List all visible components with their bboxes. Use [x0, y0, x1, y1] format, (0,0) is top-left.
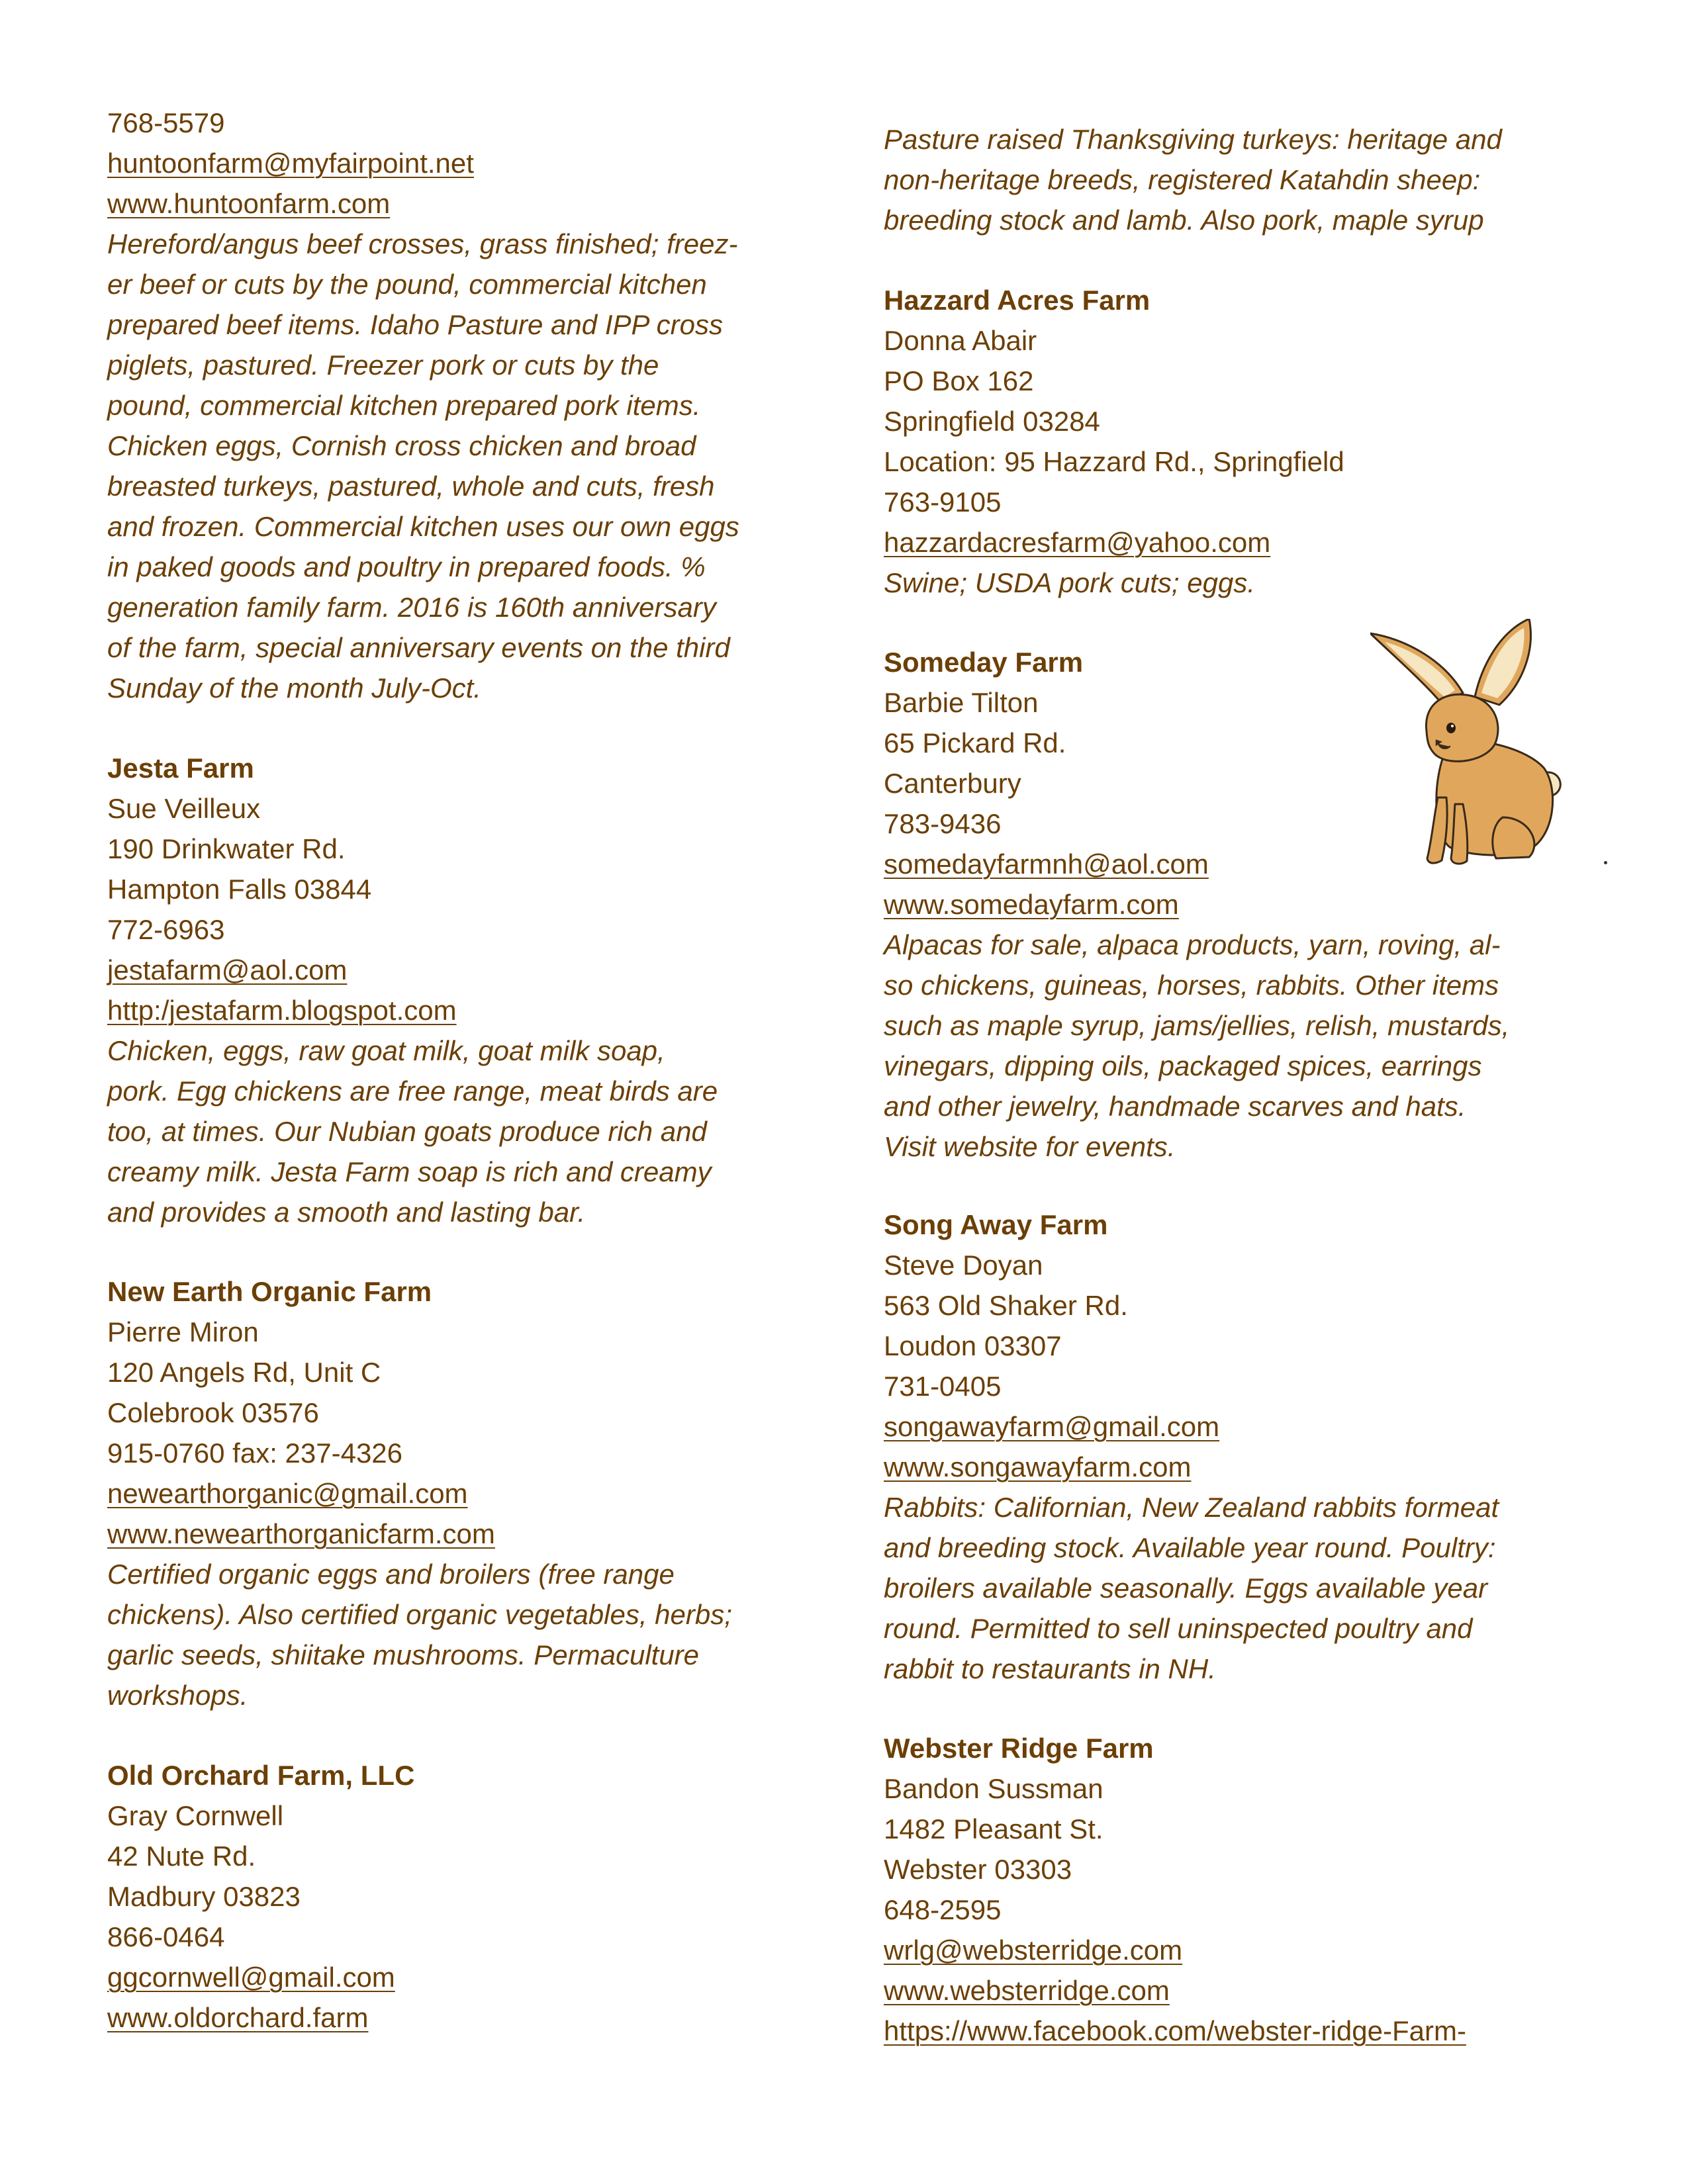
old-orchard-address: 42 Nute Rd.	[107, 1841, 256, 1872]
new-earth-email-link[interactable]: newearthorganic@gmail.com	[107, 1478, 468, 1509]
jesta-website-link[interactable]: http:/jestafarm.blogspot.com	[107, 995, 457, 1026]
old-orchard-town: Madbury 03823	[107, 1881, 301, 1912]
jesta-email-link[interactable]: jestafarm@aol.com	[107, 954, 348, 985]
hazzard-town: Springfield 03284	[884, 406, 1100, 437]
rabbit-front-leg-left	[1427, 797, 1447, 863]
hazzard-farm-name: Hazzard Acres Farm	[884, 285, 1150, 316]
webster-ridge-address: 1482 Pleasant St.	[884, 1813, 1103, 1844]
stray-dot	[1604, 861, 1607, 864]
previous-description-line: Pasture raised Thanksgiving turkeys: heritage and	[884, 124, 1502, 155]
hazzard-description-line: Swine; USDA pork cuts; eggs.	[884, 567, 1256, 598]
webster-ridge-town: Webster 03303	[884, 1854, 1072, 1885]
webster-ridge-contact: Bandon Sussman	[884, 1773, 1103, 1804]
hazzard-phone: 763-9105	[884, 486, 1002, 518]
old-orchard-website-link[interactable]: www.oldorchard.farm	[107, 2002, 369, 2033]
huntoon-description-line: Sunday of the month July-Oct.	[107, 672, 481, 704]
webster-ridge-website-link[interactable]: www.websterridge.com	[884, 1975, 1170, 2006]
someday-description-line: Alpacas for sale, alpaca products, yarn, roving, al-	[884, 929, 1501, 960]
huntoon-description-line: Hereford/angus beef crosses, grass finished; freez-	[107, 228, 738, 259]
rabbit-head	[1426, 694, 1498, 761]
huntoon-description-line: and frozen. Commercial kitchen uses our own eggs	[107, 511, 739, 542]
someday-address: 65 Pickard Rd.	[884, 727, 1066, 758]
jesta-description-line: too, at times. Our Nubian goats produce rich and	[107, 1116, 707, 1147]
jesta-contact: Sue Veilleux	[107, 793, 261, 824]
someday-farm-name: Someday Farm	[884, 647, 1084, 678]
jesta-description-line: Chicken, eggs, raw goat milk, goat milk soap,	[107, 1035, 665, 1066]
huntoon-description-line: prepared beef items. Idaho Pasture and IPP cross	[107, 309, 723, 340]
hazzard-email-link[interactable]: hazzardacresfarm@yahoo.com	[884, 527, 1271, 558]
song-away-address: 563 Old Shaker Rd.	[884, 1290, 1128, 1321]
new-earth-website-link[interactable]: www.newearthorganicfarm.com	[107, 1518, 495, 1549]
jesta-description-line: creamy milk. Jesta Farm soap is rich and creamy	[107, 1156, 712, 1187]
someday-town: Canterbury	[884, 768, 1021, 799]
new-earth-farm-name: New Earth Organic Farm	[107, 1276, 432, 1307]
new-earth-description-line: garlic seeds, shiitake mushrooms. Permaculture	[107, 1639, 700, 1670]
jesta-description-line: and provides a smooth and lasting bar.	[107, 1197, 586, 1228]
someday-email-link[interactable]: somedayfarmnh@aol.com	[884, 848, 1209, 880]
new-earth-address: 120 Angels Rd, Unit C	[107, 1357, 381, 1388]
huntoon-description-line: breasted turkeys, pastured, whole and cuts, fresh	[107, 471, 715, 502]
someday-description-line: vinegars, dipping oils, packaged spices, earrings	[884, 1050, 1482, 1081]
new-earth-description-line: chickens). Also certified organic vegetables, herbs;	[107, 1599, 732, 1630]
huntoon-description-line: generation family farm. 2016 is 160th anniversary	[107, 592, 716, 623]
hazzard-contact: Donna Abair	[884, 325, 1037, 356]
huntoon-description-line: in paked goods and poultry in prepared foods. %	[107, 551, 706, 582]
new-earth-description-line: Certified organic eggs and broilers (free range	[107, 1559, 675, 1590]
huntoon-phone: 768-5579	[107, 107, 225, 138]
huntoon-description-line: of the farm, special anniversary events on the third	[107, 632, 730, 663]
jesta-address: 190 Drinkwater Rd.	[107, 833, 346, 864]
old-orchard-email-link[interactable]: ggcornwell@gmail.com	[107, 1962, 395, 1993]
previous-description-line: breeding stock and lamb. Also pork, maple syrup	[884, 205, 1484, 236]
song-away-description-line: rabbit to restaurants in NH.	[884, 1653, 1216, 1684]
hazzard-address: PO Box 162	[884, 365, 1034, 396]
song-away-description-line: and breeding stock. Available year round. Poultry:	[884, 1532, 1496, 1563]
webster-ridge-phone: 648-2595	[884, 1894, 1002, 1925]
huntoon-description-line: er beef or cuts by the pound, commercial kitchen	[107, 269, 707, 300]
new-earth-contact: Pierre Miron	[107, 1316, 259, 1347]
rabbit-illustration	[1370, 619, 1569, 870]
song-away-phone: 731-0405	[884, 1371, 1002, 1402]
rabbit-eye	[1446, 723, 1456, 733]
someday-phone: 783-9436	[884, 808, 1002, 839]
huntoon-description-line: piglets, pastured. Freezer pork or cuts by the	[107, 349, 659, 381]
someday-description-line: such as maple syrup, jams/jellies, relish, mustards,	[884, 1010, 1510, 1041]
song-away-description-line: broilers available seasonally. Eggs available year	[884, 1572, 1488, 1604]
webster-ridge-facebook-link[interactable]: https://www.facebook.com/webster-ridge-Farm-	[884, 2015, 1466, 2046]
webster-ridge-email-link[interactable]: wrlg@websterridge.com	[884, 1934, 1183, 1966]
jesta-farm-name: Jesta Farm	[107, 752, 254, 784]
someday-description-line: Visit website for events.	[884, 1131, 1176, 1162]
song-away-email-link[interactable]: songawayfarm@gmail.com	[884, 1411, 1220, 1442]
someday-description-line: so chickens, guineas, horses, rabbits. Other items	[884, 970, 1499, 1001]
new-earth-description-line: workshops.	[107, 1680, 248, 1711]
song-away-town: Loudon 03307	[884, 1330, 1062, 1361]
jesta-town: Hampton Falls 03844	[107, 874, 372, 905]
previous-description-line: non-heritage breeds, registered Katahdin sheep:	[884, 164, 1481, 195]
jesta-description-line: pork. Egg chickens are free range, meat birds are	[107, 1075, 718, 1107]
jesta-phone: 772-6963	[107, 914, 225, 945]
huntoon-description-line: pound, commercial kitchen prepared pork items.	[107, 390, 701, 421]
old-orchard-phone: 866-0464	[107, 1921, 225, 1952]
huntoon-email-link[interactable]: huntoonfarm@myfairpoint.net	[107, 148, 474, 179]
old-orchard-contact: Gray Cornwell	[107, 1800, 284, 1831]
huntoon-website-link[interactable]: www.huntoonfarm.com	[107, 188, 391, 219]
huntoon-description-line: Chicken eggs, Cornish cross chicken and broad	[107, 430, 696, 461]
song-away-website-link[interactable]: www.songawayfarm.com	[884, 1451, 1192, 1482]
new-earth-town: Colebrook 03576	[107, 1397, 319, 1428]
someday-description-line: and other jewelry, handmade scarves and hats.	[884, 1091, 1466, 1122]
song-away-description-line: Rabbits: Californian, New Zealand rabbits formeat	[884, 1492, 1499, 1523]
song-away-description-line: round. Permitted to sell uninspected poultry and	[884, 1613, 1473, 1644]
someday-contact: Barbie Tilton	[884, 687, 1039, 718]
webster-ridge-farm-name: Webster Ridge Farm	[884, 1733, 1154, 1764]
old-orchard-farm-name: Old Orchard Farm, LLC	[107, 1760, 415, 1791]
someday-website-link[interactable]: www.somedayfarm.com	[884, 889, 1179, 920]
song-away-farm-name: Song Away Farm	[884, 1209, 1108, 1240]
new-earth-phone: 915-0760 fax: 237-4326	[107, 1437, 403, 1469]
song-away-contact: Steve Doyan	[884, 1250, 1043, 1281]
rabbit-front-leg-right	[1451, 804, 1468, 864]
hazzard-location: Location: 95 Hazzard Rd., Springfield	[884, 446, 1344, 477]
